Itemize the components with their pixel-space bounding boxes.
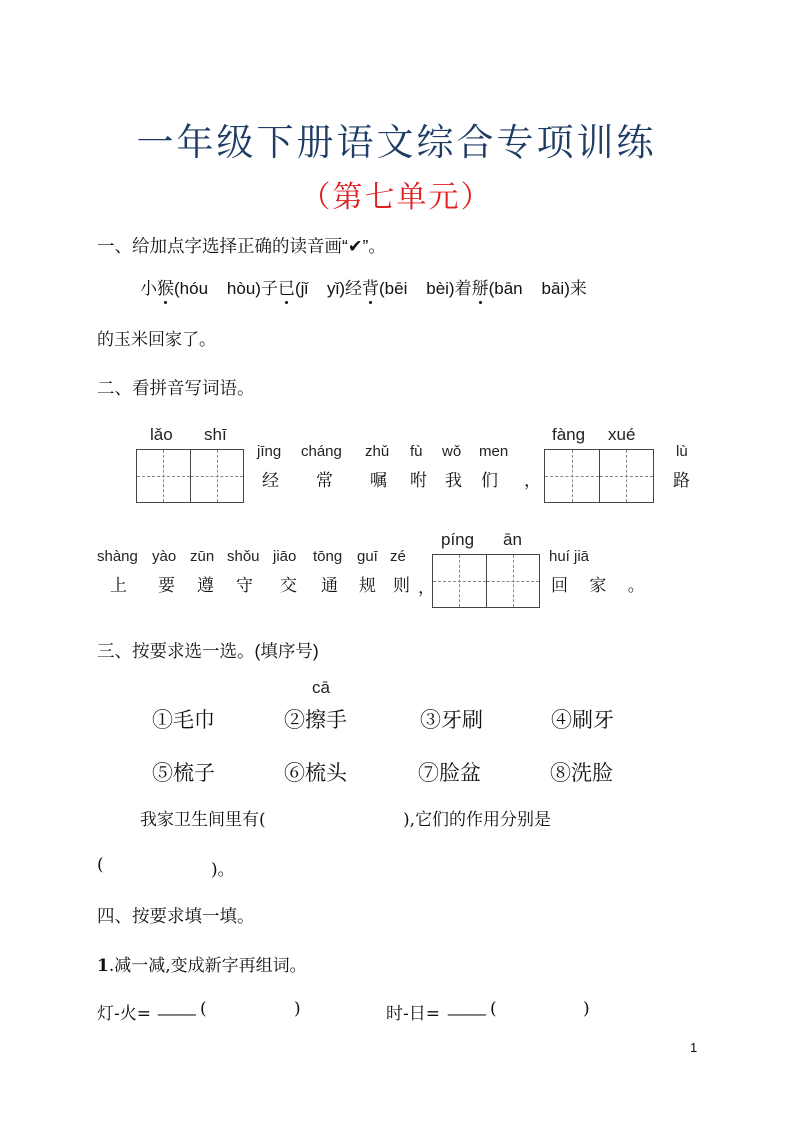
pinyin-choice[interactable]: (hóu hòu) — [174, 279, 261, 298]
section-1-sentence — [140, 274, 587, 299]
sentence-text: 小 — [140, 279, 157, 299]
fill-paren-close: )。 — [211, 860, 235, 880]
row-2-pinyin-8: zé — [390, 548, 406, 565]
row-1-pinyin-1: jīng — [257, 443, 282, 460]
row-1-pinyin-2: cháng — [301, 443, 342, 460]
page-title: 一年级下册语文综合专项训练 — [136, 121, 657, 164]
option-7: ⑦脸盆 — [418, 761, 481, 785]
writing-grid-2[interactable] — [544, 449, 654, 503]
equation-1-paren-close: ) — [294, 999, 301, 1019]
box-1-pinyin-1: lǎo — [150, 425, 173, 444]
row-1-end-pinyin: lù — [676, 443, 688, 460]
equation-1-left: 灯-火= — [97, 1004, 151, 1024]
writing-cell[interactable] — [137, 450, 191, 502]
row-2-hanzi-2: 要 — [158, 576, 175, 596]
option-6: ⑥梳头 — [284, 761, 347, 785]
page-subtitle: （第七单元） — [300, 180, 493, 215]
equation-2-paren-close: ) — [583, 999, 590, 1019]
row-1-pinyin-3: zhǔ — [365, 443, 390, 460]
row-2-pinyin-4: shǒu — [227, 548, 260, 565]
sentence-text: 经 — [345, 279, 362, 299]
writing-cell[interactable] — [545, 450, 600, 502]
row-2-end-hanzi: 回 家 。 — [551, 576, 653, 596]
row-2-end-pinyin: huí jiā — [549, 548, 590, 565]
row-1-hanzi-5: 我 — [445, 471, 462, 491]
box-2-pinyin-2: xué — [608, 425, 636, 444]
equation-2-left: 时-日= — [386, 1004, 440, 1024]
option-3: ③牙刷 — [420, 708, 483, 732]
dotted-character: 掰 — [472, 274, 489, 299]
hint-pinyin: cā — [312, 678, 330, 697]
row-2-hanzi-3: 遵 — [197, 576, 214, 596]
section-4-heading: 四、按要求填一填。 — [97, 906, 255, 926]
row-2-hanzi-5: 交 — [280, 576, 297, 596]
row-2-hanzi-4: 守 — [236, 576, 253, 596]
row-2-pinyin-5: jiāo — [273, 548, 297, 565]
page-number: 1 — [690, 1040, 698, 1055]
question-1-number: 1 — [97, 956, 109, 976]
option-2: ②擦手 — [284, 708, 347, 732]
writing-grid-3[interactable] — [432, 554, 540, 608]
row-1-pinyin-5: wǒ — [442, 443, 462, 460]
option-5: ⑤梳子 — [152, 761, 215, 785]
box-1-pinyin-2: shī — [204, 425, 227, 444]
writing-cell[interactable] — [600, 450, 654, 502]
row-2-comma: ， — [418, 578, 435, 598]
row-2-pinyin-2: yào — [152, 548, 177, 565]
writing-cell[interactable] — [191, 450, 244, 502]
writing-cell[interactable] — [487, 555, 540, 607]
option-1: ①毛巾 — [152, 708, 215, 732]
row-2-pinyin-3: zūn — [190, 548, 215, 565]
row-1-pinyin-6: men — [479, 443, 509, 460]
box-2-pinyin-1: fàng — [552, 425, 586, 444]
option-8: ⑧洗脸 — [550, 761, 613, 785]
row-1-hanzi-2: 常 — [316, 471, 333, 491]
dotted-character: 已 — [278, 274, 295, 299]
equation-1-blank[interactable]: ____ — [158, 997, 196, 1016]
box-3-pinyin-1: píng — [441, 530, 475, 549]
fill-paren-open: ( — [97, 855, 104, 875]
equation-2-blank[interactable]: ____ — [448, 997, 486, 1016]
fill-sentence-end: ),它们的作用分别是 — [403, 810, 552, 830]
row-2-pinyin-1: shàng — [97, 548, 138, 565]
row-1-hanzi-1: 经 — [262, 471, 279, 491]
row-2-hanzi-1: 上 — [110, 576, 127, 596]
pinyin-choice[interactable]: (bēi bèi) — [379, 279, 455, 298]
section-2-heading: 二、看拼音写词语。 — [97, 378, 255, 398]
box-3-pinyin-2: ān — [503, 530, 522, 549]
sentence-text: 子 — [260, 279, 278, 299]
row-1-hanzi-3: 嘱 — [370, 471, 387, 491]
option-4: ④刷牙 — [551, 708, 614, 732]
row-1-end-hanzi: 路 — [673, 471, 690, 491]
row-2-hanzi-7: 规 — [359, 576, 376, 596]
pinyin-choice[interactable]: (bān bāi) — [488, 279, 570, 298]
row-2-hanzi-6: 通 — [321, 576, 338, 596]
sentence-text: 着 — [454, 279, 472, 299]
row-2-pinyin-6: tōng — [313, 548, 343, 565]
section-1-heading: 一、给加点字选择正确的读音画“✔”。 — [97, 236, 386, 256]
row-1-comma: ， — [524, 471, 541, 491]
row-2-hanzi-8: 则 — [393, 576, 410, 596]
section-3-heading: 三、按要求选一选。(填序号) — [97, 641, 319, 661]
section-1-line-2: 的玉米回家了。 — [97, 330, 216, 350]
sentence-text: 来 — [569, 279, 587, 299]
writing-grid-1[interactable] — [136, 449, 244, 503]
row-2-pinyin-7: guī — [357, 548, 378, 565]
row-1-hanzi-6: 们 — [481, 471, 498, 491]
question-1 — [97, 951, 307, 976]
question-1-text: .减一减,变成新字再组词。 — [108, 956, 307, 976]
row-1-pinyin-4: fù — [410, 443, 423, 460]
writing-cell[interactable] — [433, 555, 487, 607]
row-1-hanzi-4: 咐 — [410, 471, 427, 491]
pinyin-choice[interactable]: (jǐ yǐ) — [294, 279, 345, 298]
dotted-character: 猴 — [157, 274, 174, 299]
fill-sentence-start: 我家卫生间里有( — [140, 810, 266, 830]
equation-2-paren-open: ( — [490, 999, 497, 1019]
dotted-character: 背 — [362, 274, 379, 299]
equation-1-paren-open: ( — [200, 999, 207, 1019]
